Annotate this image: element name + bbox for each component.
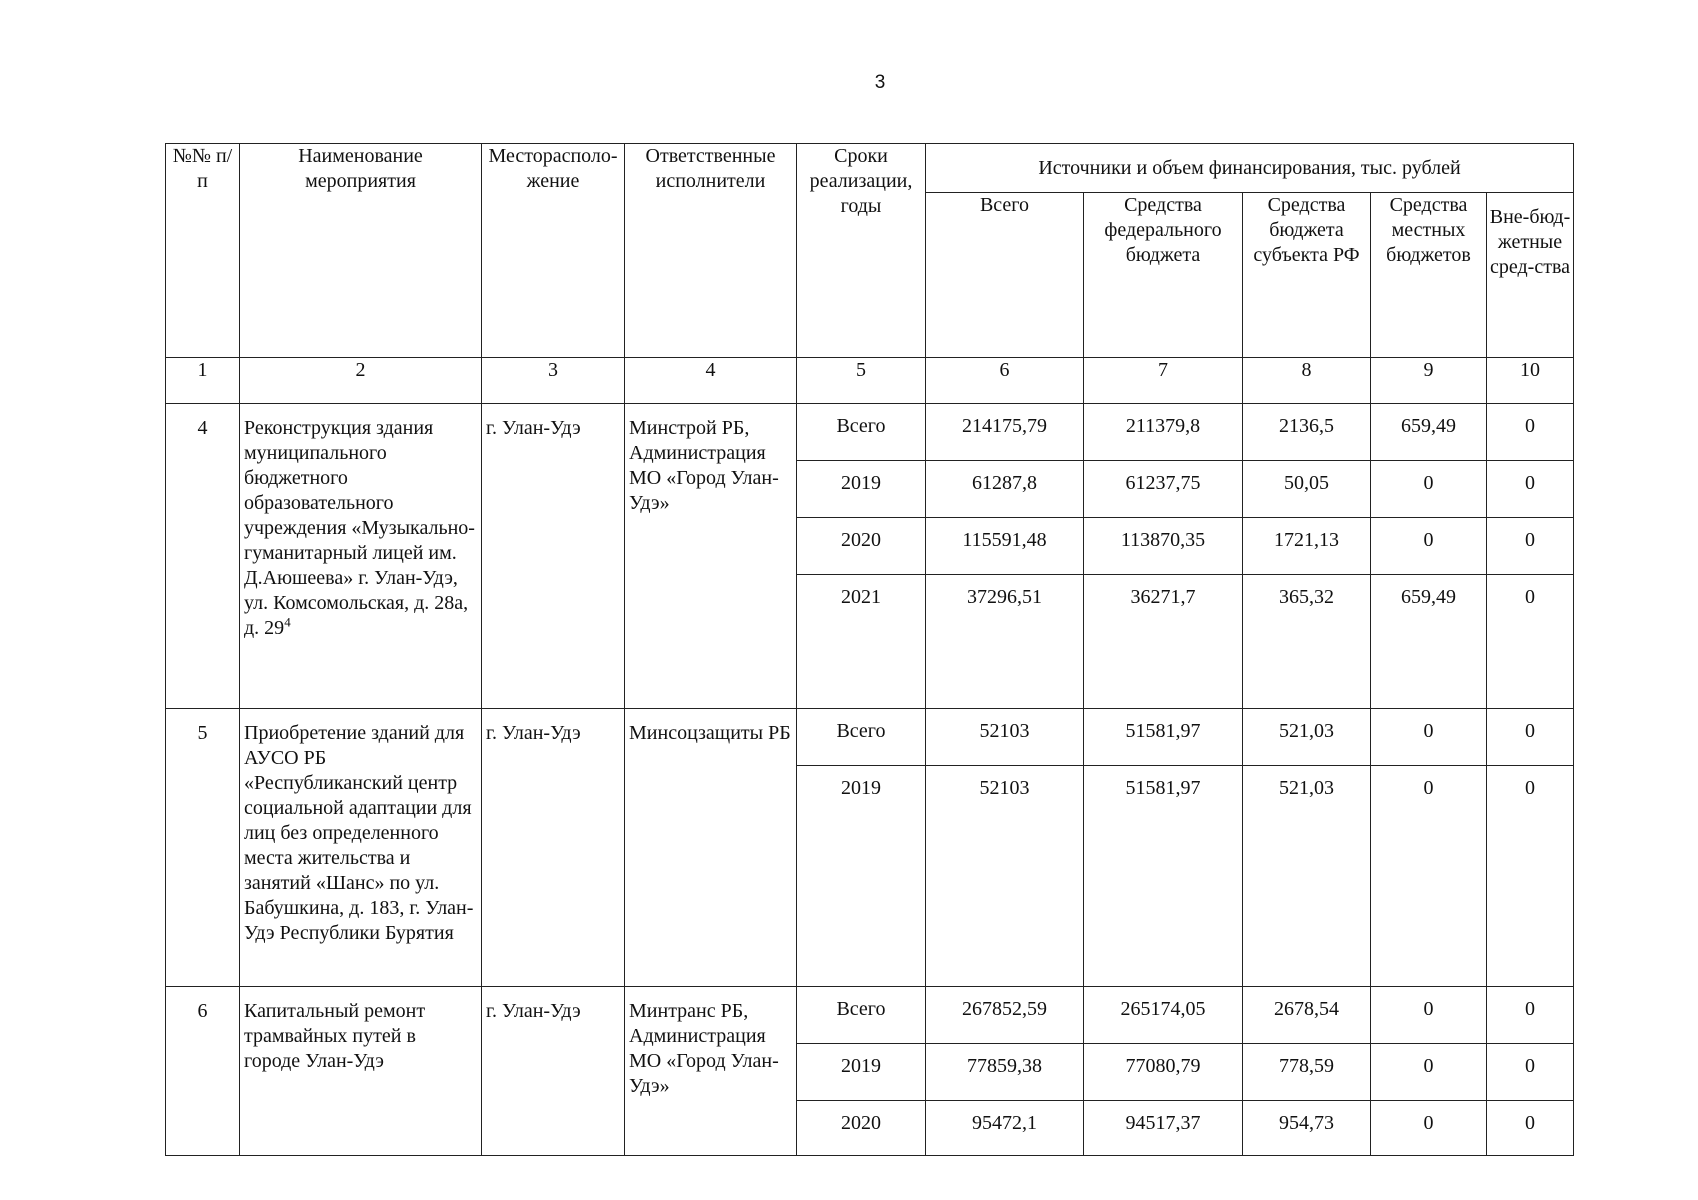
event-name-text: Капитальный ремонт трамвайных путей в городе Улан-Удэ [244,1000,426,1072]
table-row [166,987,1574,1044]
amount-total: 52103 [926,709,1084,766]
event-name [240,987,482,1156]
header-name: Наименование мероприятия [240,144,482,358]
column-number: 10 [1487,358,1574,404]
row-number: 5 [166,709,240,987]
column-number: 5 [797,358,926,404]
amount-local: 659,49 [1371,575,1487,709]
amount-subject: 1721,13 [1243,518,1371,575]
header-offbudget: Вне-бюд-жетные сред-ства [1487,193,1574,358]
amount-offbudget: 0 [1487,1044,1574,1101]
column-number: 9 [1371,358,1487,404]
column-number: 4 [625,358,797,404]
amount-local: 0 [1371,1101,1487,1156]
event-name [240,709,482,987]
amount-offbudget: 0 [1487,518,1574,575]
amount-subject: 2136,5 [1243,404,1371,461]
event-executors: Минтранс РБ, Администрация МО «Город Улан-Удэ» [625,987,797,1156]
amount-total: 214175,79 [926,404,1084,461]
event-name-text: Реконструкция здания муниципального бюджетного образовательного учреждения «Музыкально-гуманитарный лицей им. Д.Аюшеева» г. Улан-Удэ, ул. Комсомольская, д. 28а, д. 29 [244,417,475,639]
year-term: Всего [797,987,926,1044]
amount-subject: 521,03 [1243,709,1371,766]
year-term: 2020 [797,518,926,575]
amount-subject: 521,03 [1243,766,1371,987]
amount-subject: 778,59 [1243,1044,1371,1101]
column-number: 3 [482,358,625,404]
header-terms: Сроки реализации, годы [797,144,926,358]
amount-federal: 61237,75 [1084,461,1243,518]
event-location: г. Улан-Удэ [482,987,625,1156]
event-name-text: Приобретение зданий для АУСО РБ «Республиканский центр социальной адаптации для лиц без определенного места жительства и занятий «Шанс» по ул. Бабушкина, д. 183, г. Улан-Удэ Республики Бурятия [244,722,474,944]
amount-offbudget: 0 [1487,766,1574,987]
year-term: 2019 [797,461,926,518]
amount-offbudget: 0 [1487,1101,1574,1156]
amount-offbudget: 0 [1487,575,1574,709]
amount-local: 0 [1371,461,1487,518]
header-location-line-1: Месторасполо- [488,145,618,167]
amount-total: 61287,8 [926,461,1084,518]
header-local: Средства местных бюджетов [1371,193,1487,358]
amount-federal: 265174,05 [1084,987,1243,1044]
year-term: 2021 [797,575,926,709]
row-number: 6 [166,987,240,1156]
year-term: 2019 [797,766,926,987]
header-location-line-2: жение [526,170,580,192]
year-term: Всего [797,709,926,766]
amount-total: 52103 [926,766,1084,987]
amount-total: 37296,51 [926,575,1084,709]
amount-offbudget: 0 [1487,987,1574,1044]
amount-local: 0 [1371,1044,1487,1101]
amount-federal: 113870,35 [1084,518,1243,575]
year-term: Всего [797,404,926,461]
amount-federal: 211379,8 [1084,404,1243,461]
amount-subject: 2678,54 [1243,987,1371,1044]
table-row [166,709,1574,766]
amount-federal: 77080,79 [1084,1044,1243,1101]
event-executors: Минстрой РБ, Администрация МО «Город Улан-Удэ» [625,404,797,709]
amount-local: 0 [1371,709,1487,766]
header-subject: Средства бюджета субъекта РФ [1243,193,1371,358]
amount-offbudget: 0 [1487,404,1574,461]
page-number: 3 [874,72,886,93]
amount-subject: 365,32 [1243,575,1371,709]
table-row [166,404,1574,461]
amount-local: 0 [1371,987,1487,1044]
column-number: 2 [240,358,482,404]
year-term: 2019 [797,1044,926,1101]
amount-subject: 50,05 [1243,461,1371,518]
event-name [240,404,482,709]
amount-local: 659,49 [1371,404,1487,461]
column-number: 8 [1243,358,1371,404]
event-location: г. Улан-Удэ [482,709,625,987]
amount-federal: 36271,7 [1084,575,1243,709]
amount-total: 95472,1 [926,1101,1084,1156]
amount-subject: 954,73 [1243,1101,1371,1156]
amount-total: 267852,59 [926,987,1084,1044]
header-financing: Источники и объем финансирования, тыс. рублей [926,144,1574,193]
event-location: г. Улан-Удэ [482,404,625,709]
amount-local: 0 [1371,518,1487,575]
year-term: 2020 [797,1101,926,1156]
amount-federal: 51581,97 [1084,709,1243,766]
column-number: 7 [1084,358,1243,404]
amount-offbudget: 0 [1487,461,1574,518]
amount-offbudget: 0 [1487,709,1574,766]
amount-total: 77859,38 [926,1044,1084,1101]
amount-total: 115591,48 [926,518,1084,575]
financing-table [165,143,1574,1156]
column-number: 6 [926,358,1084,404]
header-federal: Средства федерального бюджета [1084,193,1243,358]
amount-federal: 94517,37 [1084,1101,1243,1156]
event-executors: Минсоцзащиты РБ [625,709,797,987]
header-executors: Ответственные исполнители [625,144,797,358]
header-location [482,144,625,358]
row-number: 4 [166,404,240,709]
amount-federal: 51581,97 [1084,766,1243,987]
column-number: 1 [166,358,240,404]
footnote-marker: 4 [284,614,291,630]
header-total: Всего [926,193,1084,358]
header-num: №№ п/п [166,144,240,358]
amount-local: 0 [1371,766,1487,987]
